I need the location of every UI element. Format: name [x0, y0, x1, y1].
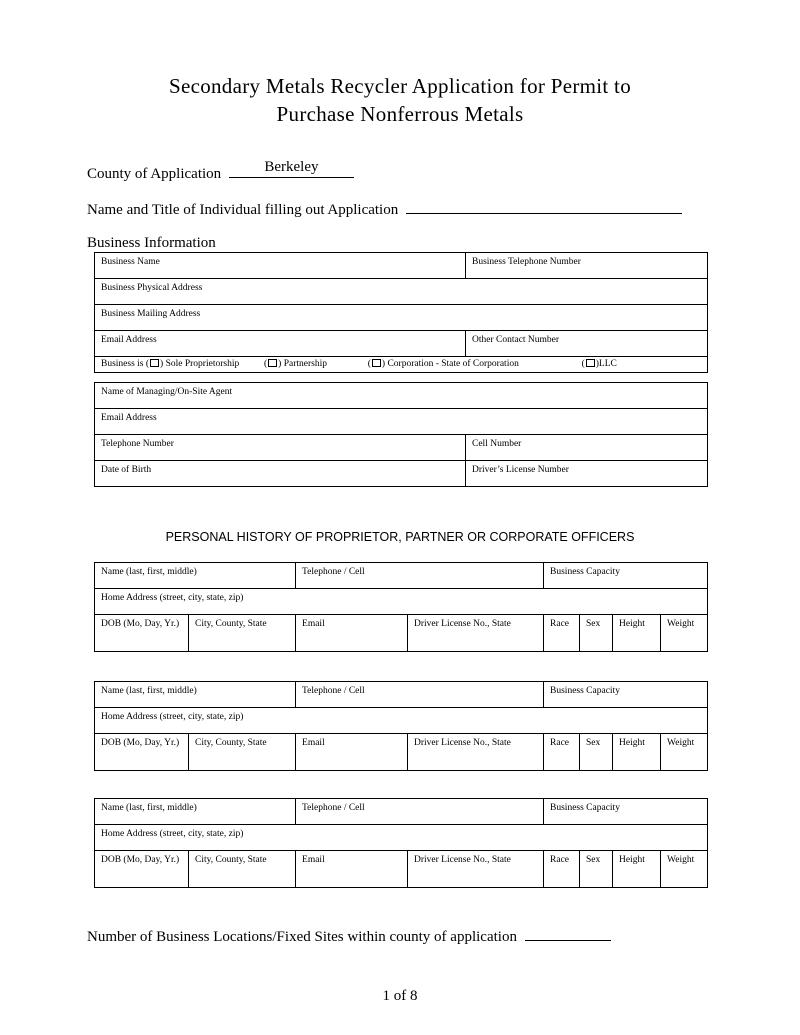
officer-city-cell[interactable]	[189, 615, 296, 652]
officer-height-cell[interactable]	[613, 851, 661, 888]
officer-home-address-cell[interactable]	[95, 708, 708, 734]
officer-license-cell[interactable]	[408, 615, 544, 652]
officer-home-address-cell[interactable]	[95, 825, 708, 851]
applicant-label: Name and Title of Individual filling out Application	[87, 202, 399, 218]
officer-name-cell[interactable]	[95, 682, 296, 708]
agent-phone-cell[interactable]	[95, 435, 466, 461]
agent-name-cell[interactable]	[95, 383, 708, 409]
other-contact-label: Other Contact Number	[472, 335, 560, 345]
locations-field[interactable]	[525, 926, 611, 941]
agent-name-label: Name of Managing/On-Site Agent	[101, 387, 233, 397]
officer-license-label: Driver License No., State	[414, 619, 511, 629]
officer-capacity-label: Business Capacity	[550, 567, 620, 577]
officer-table-3	[94, 798, 708, 888]
officer-phone-cell[interactable]	[296, 799, 544, 825]
county-field[interactable]	[229, 159, 354, 178]
business-info-table	[94, 252, 708, 373]
officer-weight-label: Weight	[667, 855, 695, 865]
officer-weight-cell[interactable]	[661, 851, 708, 888]
officer-race-label: Race	[550, 738, 570, 748]
officer-city-cell[interactable]	[189, 734, 296, 771]
officer-phone-label: Telephone / Cell	[302, 803, 365, 813]
officer-city-cell[interactable]	[189, 851, 296, 888]
business-type-cell	[95, 357, 708, 373]
form-title	[0, 72, 800, 128]
corporation-label: Corporation - State of Corporation	[387, 359, 519, 370]
officer-dob-label: DOB (Mo, Day, Yr.)	[101, 855, 180, 865]
applicant-row	[87, 199, 682, 219]
physical-address-cell[interactable]	[95, 279, 708, 305]
officer-home-address-cell[interactable]	[95, 589, 708, 615]
officer-race-label: Race	[550, 855, 570, 865]
sole-prop-label: Sole Proprietorship	[165, 359, 240, 370]
officer-phone-label: Telephone / Cell	[302, 567, 365, 577]
officer-city-label: City, County, State	[195, 738, 267, 748]
officer-sex-cell[interactable]	[580, 615, 613, 652]
officer-capacity-label: Business Capacity	[550, 803, 620, 813]
llc-checkbox[interactable]: ( )	[581, 359, 599, 369]
agent-email-label: Email Address	[101, 413, 157, 423]
officer-dob-label: DOB (Mo, Day, Yr.)	[101, 619, 180, 629]
officer-weight-cell[interactable]	[661, 615, 708, 652]
locations-label: Number of Business Locations/Fixed Sites within county of application	[87, 929, 517, 945]
officer-email-cell[interactable]	[296, 851, 408, 888]
officer-race-cell[interactable]	[544, 851, 580, 888]
mailing-address-cell[interactable]	[95, 305, 708, 331]
officer-table-2	[94, 681, 708, 771]
officer-home-address-label: Home Address (street, city, state, zip)	[101, 712, 244, 722]
physical-address-label: Business Physical Address	[101, 283, 203, 293]
officer-weight-label: Weight	[667, 738, 695, 748]
officer-height-cell[interactable]	[613, 615, 661, 652]
officer-sex-cell[interactable]	[580, 734, 613, 771]
page-number: 1 of 8	[382, 988, 418, 1004]
officer-sex-label: Sex	[586, 738, 601, 748]
mailing-address-label: Business Mailing Address	[101, 309, 201, 319]
business-is-label: Business is	[101, 359, 144, 370]
officer-height-label: Height	[619, 855, 645, 865]
officer-name-cell[interactable]	[95, 799, 296, 825]
business-email-cell[interactable]	[95, 331, 466, 357]
agent-cell-label: Cell Number	[472, 439, 522, 449]
form-title-line-2: Purchase Nonferrous Metals	[276, 102, 524, 126]
county-label: County of Application	[87, 166, 222, 182]
officer-capacity-cell[interactable]	[544, 682, 708, 708]
officer-capacity-cell[interactable]	[544, 563, 708, 589]
officer-race-cell[interactable]	[544, 615, 580, 652]
officer-name-label: Name (last, first, middle)	[101, 567, 197, 577]
business-name-label: Business Name	[101, 257, 160, 267]
personal-history-heading: PERSONAL HISTORY OF PROPRIETOR, PARTNER OR CORPORATE OFFICERS	[165, 530, 635, 544]
officer-city-label: City, County, State	[195, 855, 267, 865]
officer-name-cell[interactable]	[95, 563, 296, 589]
officer-email-cell[interactable]	[296, 615, 408, 652]
corporation-checkbox[interactable]: ( )	[367, 359, 386, 369]
llc-label: LLC	[598, 359, 617, 370]
officer-phone-cell[interactable]	[296, 563, 544, 589]
agent-phone-label: Telephone Number	[101, 439, 174, 449]
agent-cell-cell[interactable]	[466, 435, 708, 461]
business-phone-label: Business Telephone Number	[472, 257, 581, 267]
form-title-line-1: Secondary Metals Recycler Application for Permit to	[168, 74, 631, 98]
officer-license-cell[interactable]	[408, 734, 544, 771]
officer-height-label: Height	[619, 619, 645, 629]
officer-dob-cell[interactable]	[95, 615, 189, 652]
officer-capacity-cell[interactable]	[544, 799, 708, 825]
officer-license-label: Driver License No., State	[414, 855, 511, 865]
other-contact-cell[interactable]	[466, 331, 708, 357]
county-row	[87, 159, 354, 183]
locations-row	[87, 926, 611, 946]
officer-sex-label: Sex	[586, 619, 601, 629]
officer-home-address-label: Home Address (street, city, state, zip)	[101, 829, 244, 839]
agent-table	[94, 382, 708, 487]
officer-name-label: Name (last, first, middle)	[101, 686, 197, 696]
business-name-cell[interactable]	[95, 253, 466, 279]
officer-weight-label: Weight	[667, 619, 695, 629]
officer-name-label: Name (last, first, middle)	[101, 803, 197, 813]
county-value: Berkeley	[264, 159, 319, 175]
officer-email-label: Email	[302, 855, 325, 865]
officer-sex-cell[interactable]	[580, 851, 613, 888]
officer-capacity-label: Business Capacity	[550, 686, 620, 696]
sole-prop-checkbox[interactable]: ( )	[145, 359, 164, 369]
officer-height-cell[interactable]	[613, 734, 661, 771]
officer-license-cell[interactable]	[408, 851, 544, 888]
applicant-field[interactable]	[406, 199, 682, 214]
officer-sex-label: Sex	[586, 855, 601, 865]
agent-dob-cell[interactable]	[95, 461, 466, 487]
business-email-label: Email Address	[101, 335, 157, 345]
business-phone-cell[interactable]	[466, 253, 708, 279]
agent-license-cell[interactable]	[466, 461, 708, 487]
officer-email-cell[interactable]	[296, 734, 408, 771]
officer-license-label: Driver License No., State	[414, 738, 511, 748]
agent-email-cell[interactable]	[95, 409, 708, 435]
officer-table-1	[94, 562, 708, 652]
officer-weight-cell[interactable]	[661, 734, 708, 771]
officer-home-address-label: Home Address (street, city, state, zip)	[101, 593, 244, 603]
officer-dob-label: DOB (Mo, Day, Yr.)	[101, 738, 180, 748]
officer-phone-cell[interactable]	[296, 682, 544, 708]
officer-height-label: Height	[619, 738, 645, 748]
officer-race-cell[interactable]	[544, 734, 580, 771]
officer-dob-cell[interactable]	[95, 734, 189, 771]
officer-race-label: Race	[550, 619, 570, 629]
officer-email-label: Email	[302, 738, 325, 748]
officer-dob-cell[interactable]	[95, 851, 189, 888]
agent-dob-label: Date of Birth	[101, 465, 152, 475]
officer-phone-label: Telephone / Cell	[302, 686, 365, 696]
partnership-checkbox[interactable]: ( )	[263, 359, 282, 369]
partnership-label: Partnership	[283, 359, 327, 370]
officer-city-label: City, County, State	[195, 619, 267, 629]
business-info-heading: Business Information	[87, 235, 216, 251]
officer-email-label: Email	[302, 619, 325, 629]
agent-license-label: Driver’s License Number	[472, 465, 569, 475]
